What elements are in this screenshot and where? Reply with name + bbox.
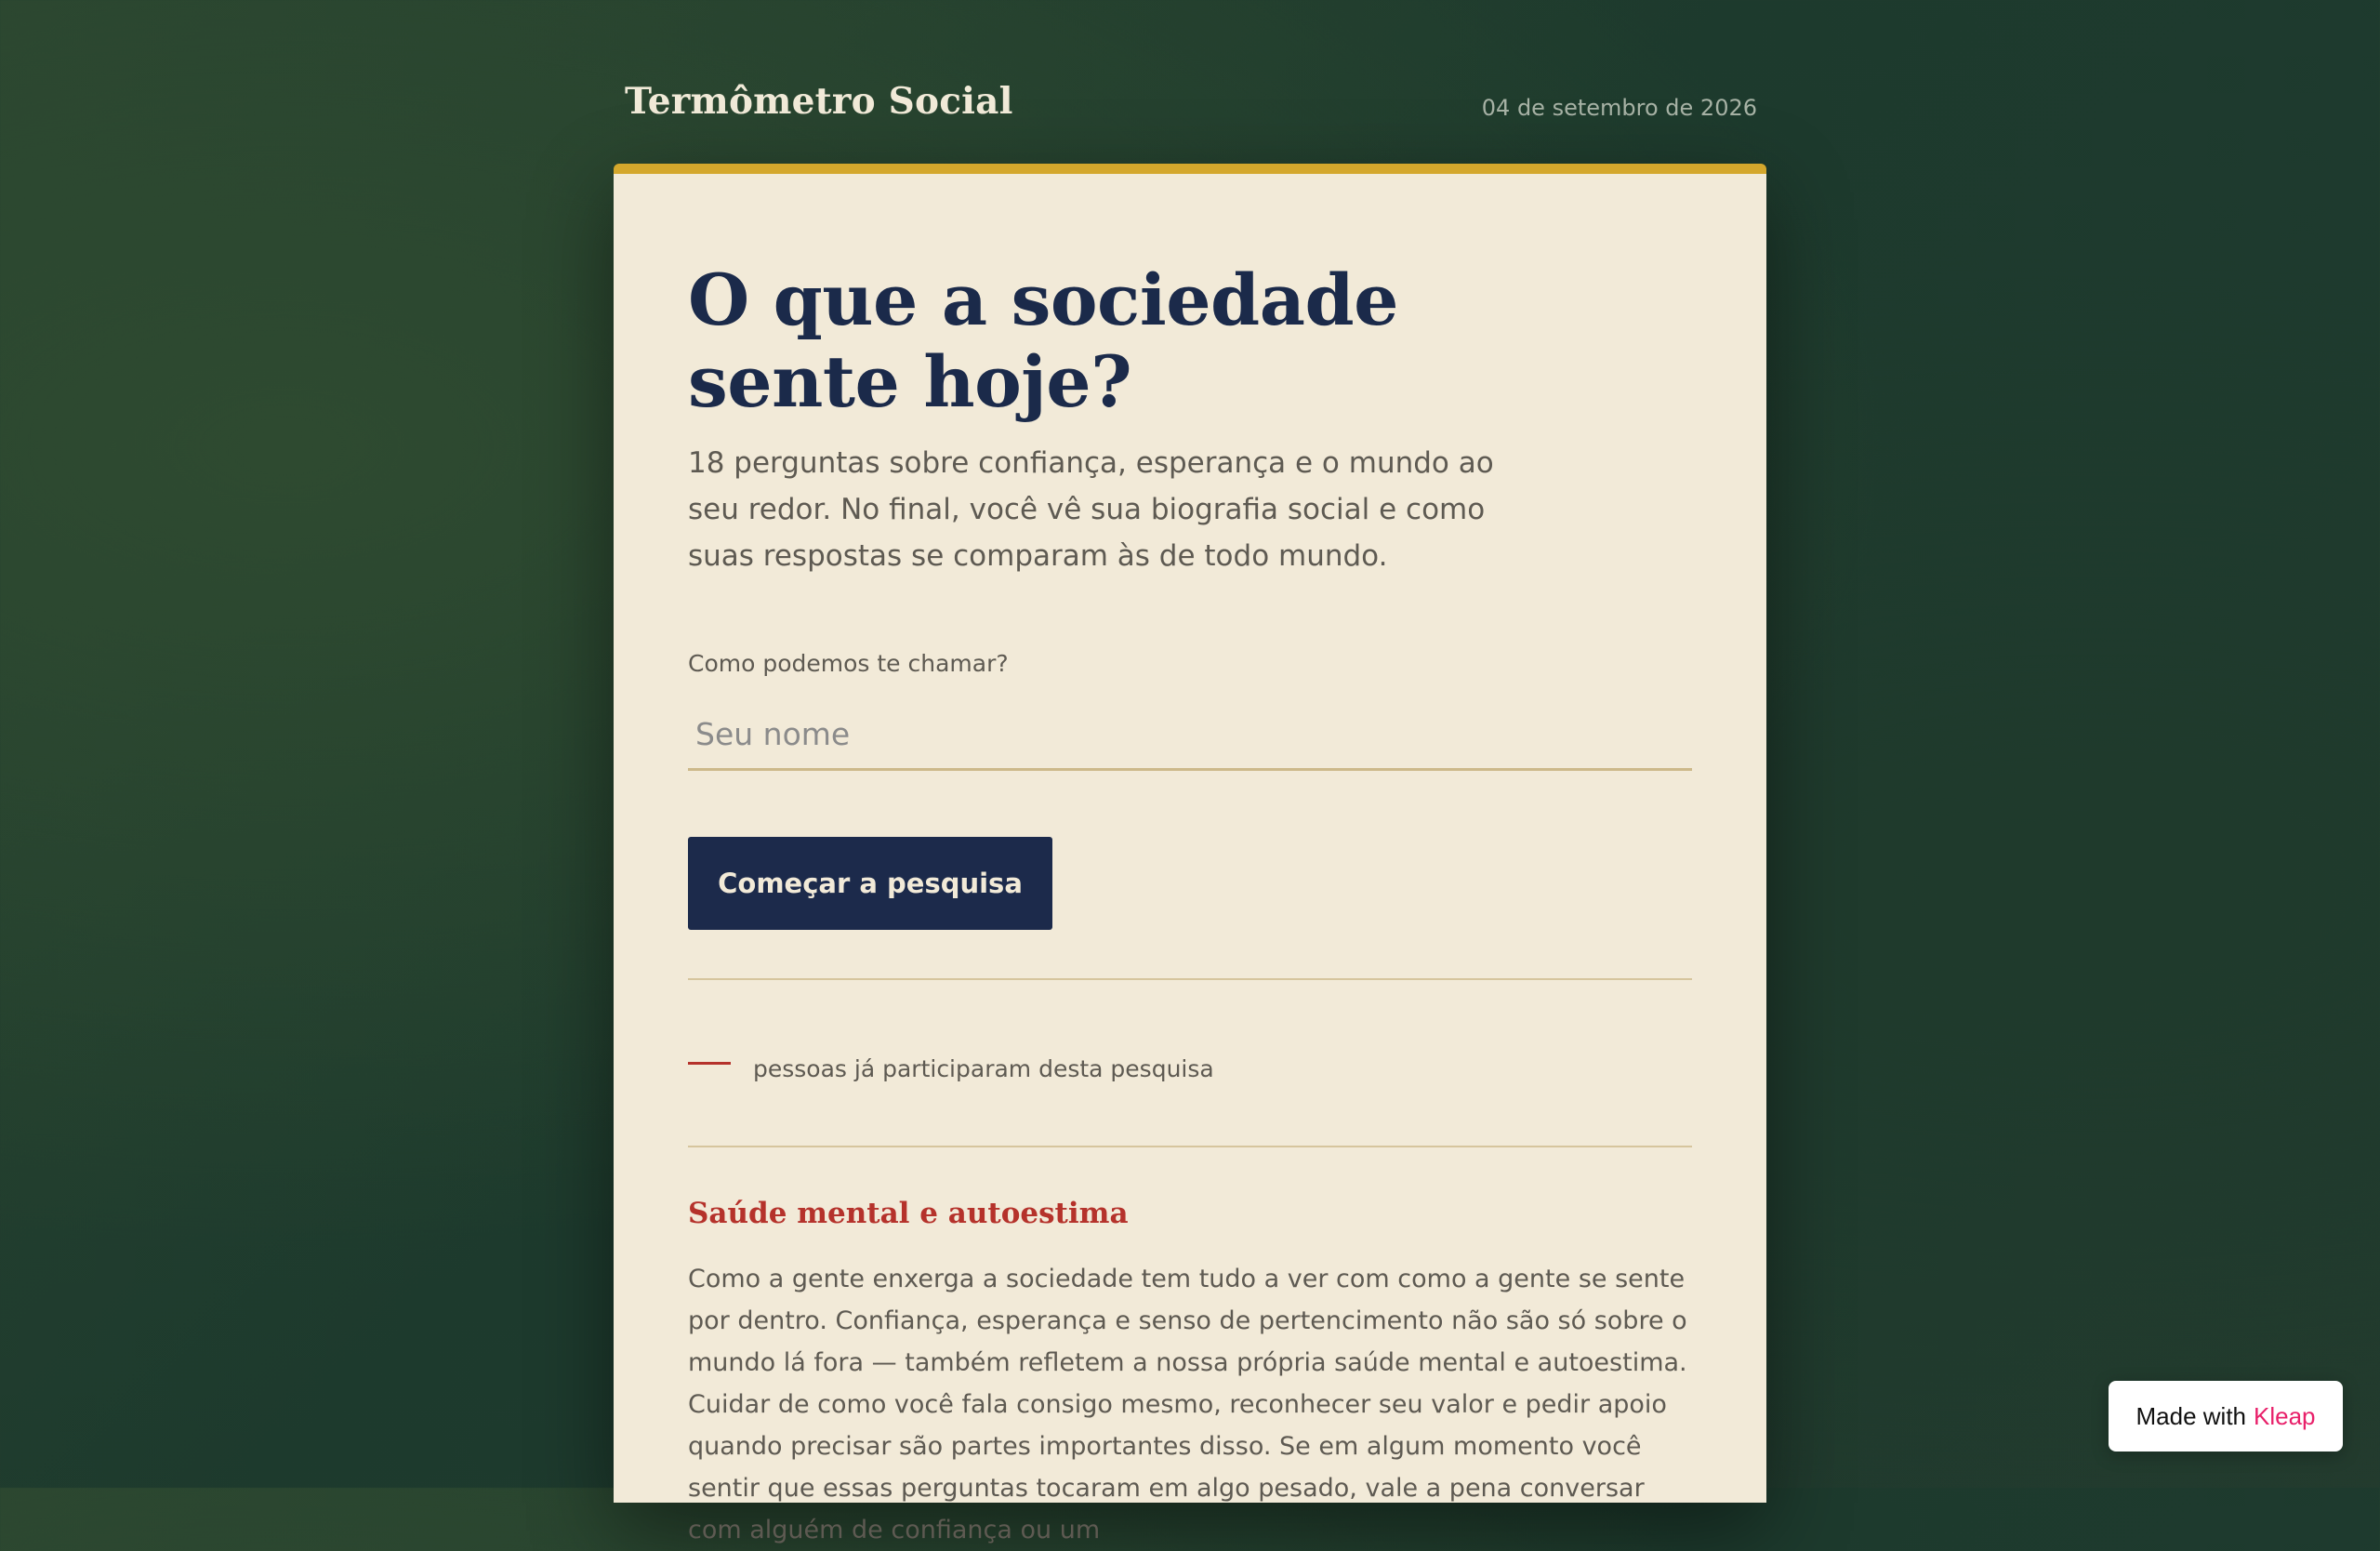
date-label: 04 de setembro de 2026 xyxy=(1481,95,1757,121)
name-field-label: Como podemos te chamar? xyxy=(688,650,1009,677)
participants-label: pessoas já participaram desta pesquisa xyxy=(753,1055,1214,1082)
made-with-kleap-badge[interactable] xyxy=(2109,1381,2343,1452)
brand-title: Termômetro Social xyxy=(625,80,1013,123)
page-title xyxy=(688,259,1525,423)
name-input[interactable] xyxy=(688,700,1692,771)
mental-health-heading: Saúde mental e autoestima xyxy=(688,1197,1129,1230)
divider xyxy=(688,978,1692,980)
badge-brand: Kleap xyxy=(2254,1401,2316,1430)
page-title-line-1: O que a sociedade xyxy=(688,258,1398,341)
survey-card xyxy=(614,164,1766,1544)
intro-text: 18 perguntas sobre confiança, esperança e o mundo ao seu redor. No final, você vê sua biografia social e como suas respostas se comparam às de todo mundo. xyxy=(688,446,1494,573)
mental-health-text: Como a gente enxerga a sociedade tem tudo a ver com como a gente se sente por dentro. Confiança, esperança e senso de pertencimento não são só sobre o mundo lá fora — também refletem a nossa própria saúde mental e autoestima. Cuidar de como você fala consigo mesmo, reconhecer seu valor e pedir apoio quando precisar são partes importantes disso. Se em algum momento você sentir que essas perguntas tocaram em algo pesado, vale a pena conversar com alguém de confiança ou um xyxy=(688,1265,1687,1544)
divider xyxy=(688,1146,1692,1147)
badge-prefix: Made with xyxy=(2135,1401,2246,1430)
page-title-line-2: sente hoje? xyxy=(688,340,1132,423)
start-survey-button[interactable]: Começar a pesquisa xyxy=(688,837,1052,930)
top-bar xyxy=(614,73,1757,128)
participants-count-placeholder xyxy=(688,1062,731,1065)
